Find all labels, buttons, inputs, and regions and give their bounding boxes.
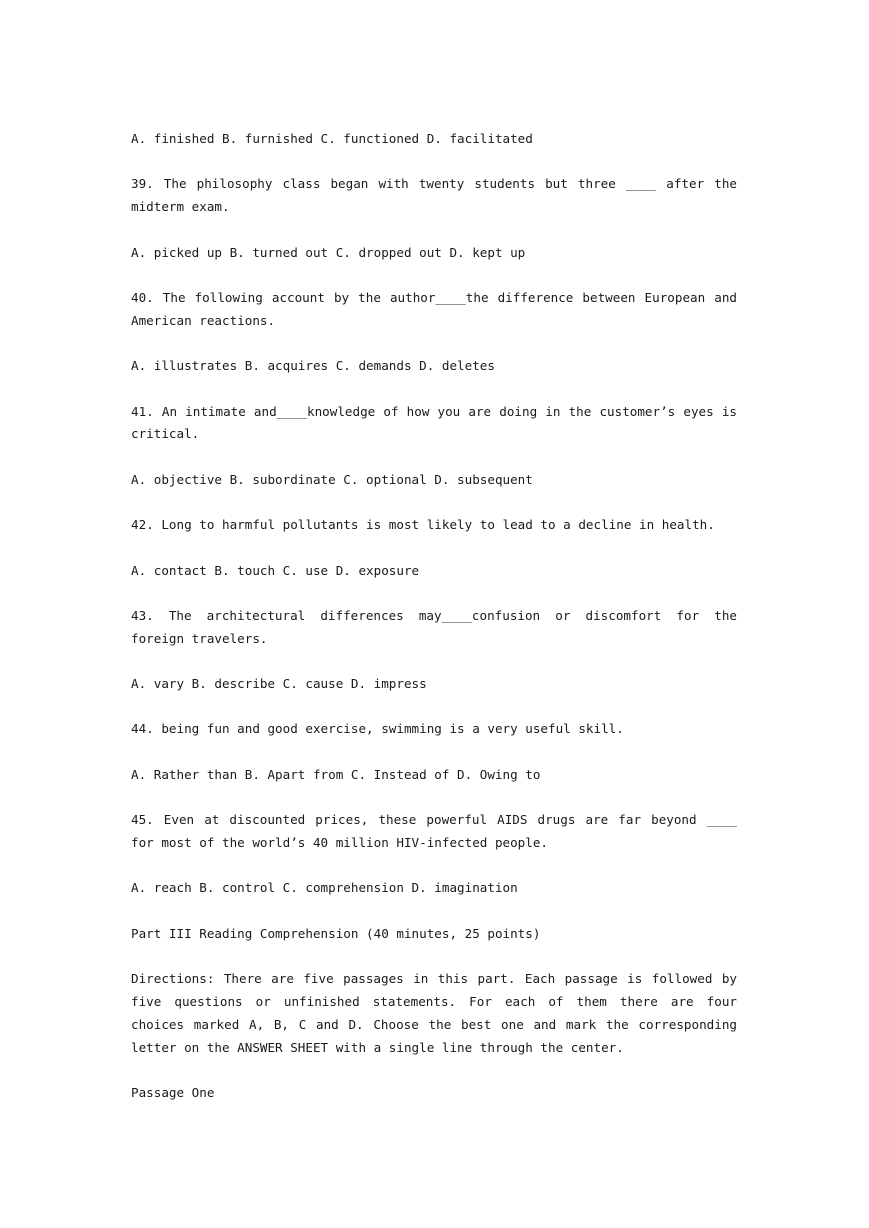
question-40: 40. The following account by the author____the difference between European and American reactions.	[131, 289, 737, 328]
options-38: A. finished B. furnished C. functioned D. facilitated	[131, 131, 533, 146]
directions: Directions: There are five passages in this part. Each passage is followed by five questions or unfinished statements. For each of them there are four choices marked A, B, C and D. Choose the best one and mark the corresponding letter on the ANSWER SHEET with a single line through the center.	[131, 971, 737, 1055]
options-44: A. Rather than B. Apart from C. Instead of D. Owing to	[131, 766, 541, 782]
section-heading: Part III Reading Comprehension (40 minutes, 25 points)	[131, 925, 541, 941]
question-45: 45. Even at discounted prices, these powerful AIDS drugs are far beyond ____ for most of the world’s 40 million HIV-infected people.	[131, 812, 737, 851]
question-44: 44. being fun and good exercise, swimming is a very useful skill.	[131, 721, 624, 737]
options-39: A. picked up B. turned out C. dropped out D. kept up	[131, 244, 526, 260]
question-41: 41. An intimate and____knowledge of how you are doing in the customer’s eyes is critical.	[131, 403, 737, 442]
options-41: A. objective B. subordinate C. optional D. subsequent	[131, 471, 533, 487]
question-42: 42. Long to harmful pollutants is most likely to lead to a decline in health.	[131, 517, 715, 533]
question-39: 39. The philosophy class began with twenty students but three ____ after the midterm exam.	[131, 176, 737, 215]
question-43: 43. The architectural differences may____confusion or discomfort for the foreign travelers.	[131, 607, 737, 646]
options-43: A. vary B. describe C. cause D. impress	[131, 676, 427, 692]
passage-heading: Passage One	[131, 1085, 215, 1101]
options-42: A. contact B. touch C. use D. exposure	[131, 562, 420, 578]
document-body	[131, 128, 737, 1127]
options-40: A. illustrates B. acquires C. demands D. deletes	[131, 358, 495, 374]
options-45: A. reach B. control C. comprehension D. imagination	[131, 880, 518, 896]
